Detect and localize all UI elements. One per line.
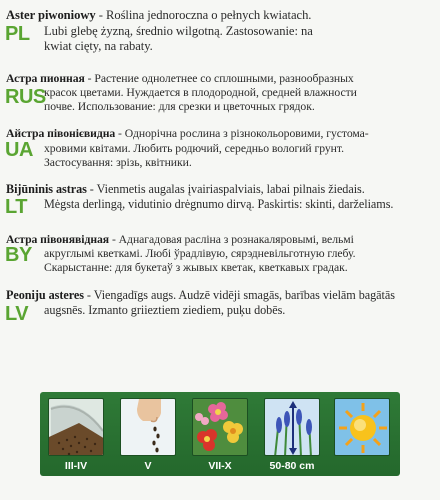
description-pl-line3: kwiat cięty, na rabaty. xyxy=(44,39,153,53)
description-pl-line2: Lubi glebę żyzną, średnio wilgotną. Zastosowanie: na xyxy=(44,24,313,38)
seeds-in-hand-icon xyxy=(120,398,176,456)
plant-height-label: 50-80 cm xyxy=(269,460,315,472)
text-line xyxy=(6,126,369,141)
language-code-by: BY xyxy=(5,244,32,266)
description-ua-line2: хровими квітами. Любить родючий, середньо вологий грунт. xyxy=(44,142,344,155)
language-code-ua: UA xyxy=(5,139,33,161)
flowering-period-label: VII-X xyxy=(208,460,232,472)
sun-icon xyxy=(334,398,390,456)
description-ua-line3: Застосування: зрізь, квітники. xyxy=(44,156,192,169)
description-ua-line1: - Однорічна рослина з різнокольоровими, густома- xyxy=(115,127,369,140)
language-code-lt: LT xyxy=(5,196,27,218)
description-lv-line2: augsnēs. Izmanto griieztiem ziediem, puķu dobēs. xyxy=(44,303,286,317)
text-line xyxy=(6,182,365,197)
text-line xyxy=(6,232,354,247)
description-by-line3: Скарыстанне: для букетаў з жывых кветак, кветкавых градак. xyxy=(44,261,348,274)
plant-name-by: Астра півонявідная xyxy=(6,233,110,246)
plant-name-lt: Bijūninis astras xyxy=(6,182,87,196)
language-code-lv: LV xyxy=(5,303,29,325)
text-line xyxy=(6,288,395,303)
description-rus-line1: - Растение однолетнее со сплошными, разнообразных xyxy=(84,72,354,85)
text-line xyxy=(6,8,311,23)
language-code-pl: PL xyxy=(5,23,30,45)
plant-name-pl: Aster piwoniowy xyxy=(6,8,96,22)
sowing-period-label: III-IV xyxy=(64,460,88,472)
description-lv-line1: - Viengadīgs augs. Audzē vidēji smagās, barības vielām bagātās xyxy=(83,288,395,302)
planting-period-label: V xyxy=(144,460,152,472)
description-rus-line3: почве. Использование: для срезки и цветочных грядок. xyxy=(44,100,315,113)
description-by-line2: акруглымі кветкамі. Любі ўрадлівую, сярэдневільготную глебу. xyxy=(44,247,356,260)
language-code-rus: RUS xyxy=(5,86,46,108)
sowing-tray-icon xyxy=(48,398,104,456)
plant-height-icon xyxy=(264,398,320,456)
description-pl-line1: - Roślina jednoroczna o pełnych kwiatach. xyxy=(95,8,312,22)
flowers-icon xyxy=(192,398,248,456)
description-rus-line2: красок цветами. Нуждается в плодородной, средней влажности xyxy=(44,86,357,99)
description-lt-line1: - Vienmetis augalas įvairiaspalviais, labai pilnais žiedais. xyxy=(86,182,365,196)
plant-name-rus: Астра пионная xyxy=(6,72,85,85)
plant-name-lv: Peoniju asteres xyxy=(6,288,84,302)
description-by-line1: - Аднагадовая расліна з рознакаляровымі, вельмі xyxy=(109,233,354,246)
plant-name-ua: Айстра півонієвидна xyxy=(6,127,116,140)
text-line xyxy=(6,71,354,86)
description-lt-line2: Mėgsta derlingą, vidutinio drėgnumo dirvą. Paskirtis: skinti, darželiams. xyxy=(44,197,394,211)
